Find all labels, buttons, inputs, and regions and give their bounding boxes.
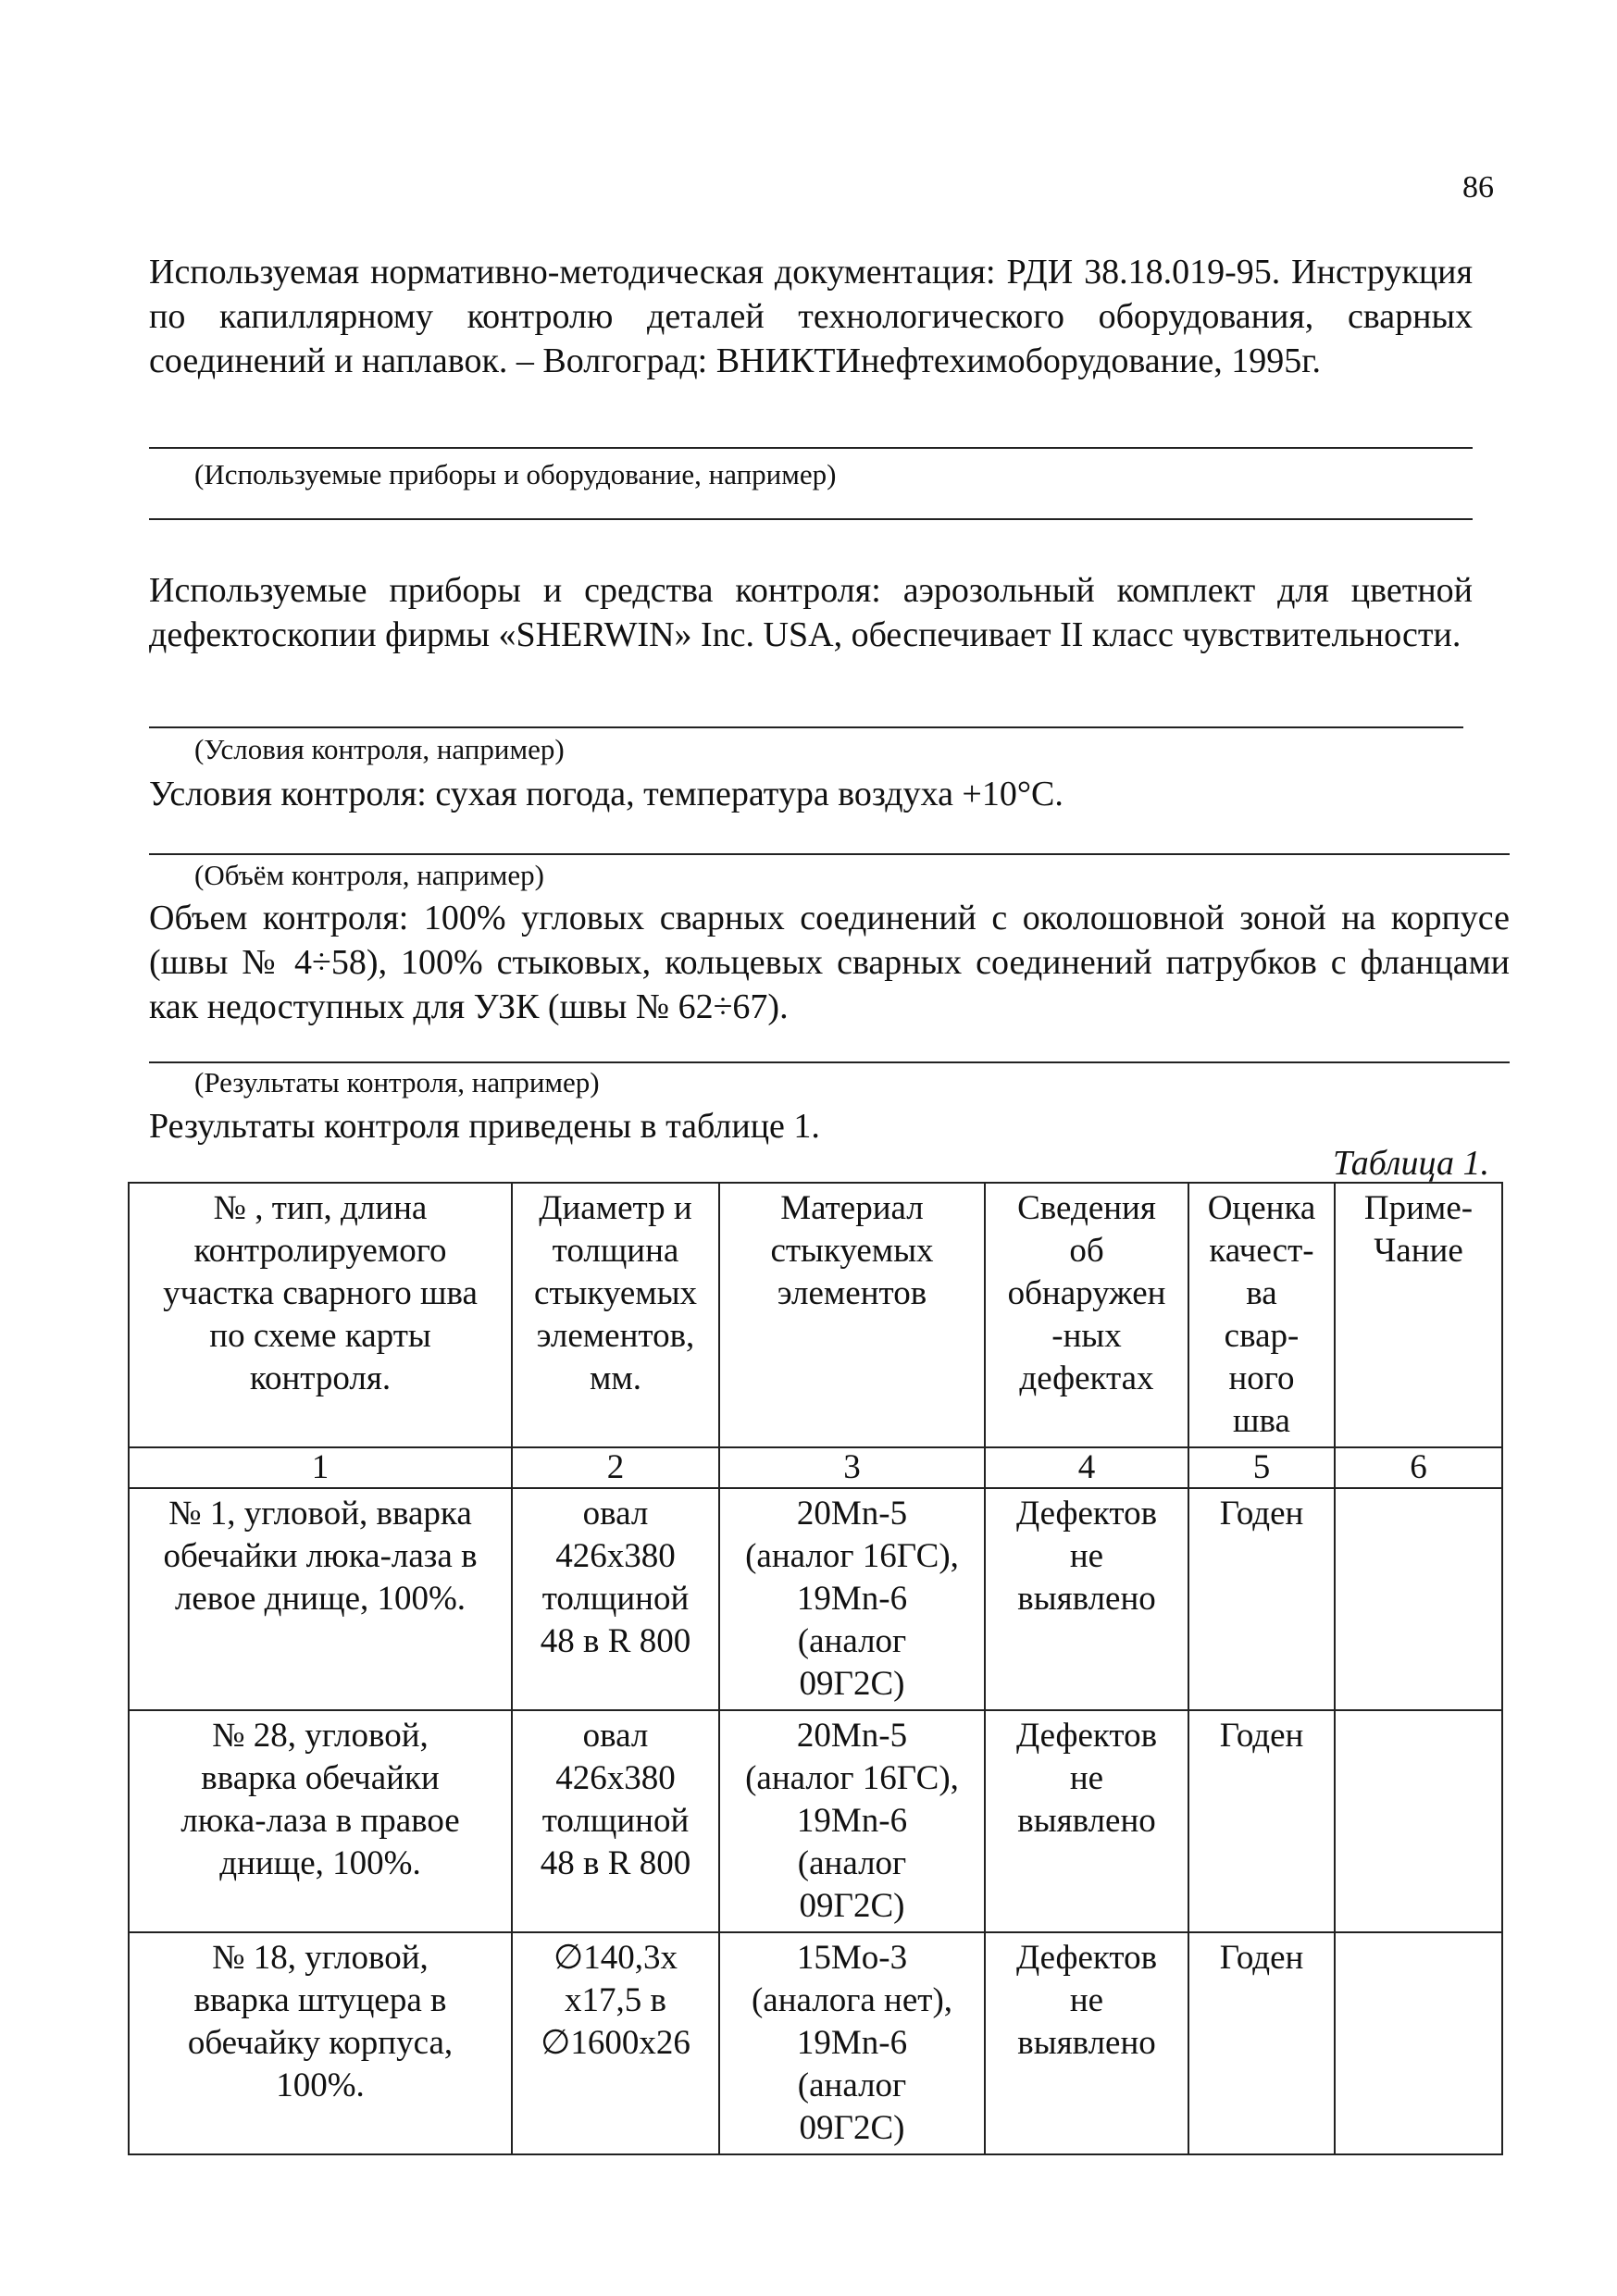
intro-paragraph: Используемая нормативно-методическая документация: РДИ 38.18.019-95. Инструкция по капиллярному контролю деталей технологического оборудования, сварных соединений и наплавок. – Волгоград: ВНИКТИнефтехимоборудование, 1995г.	[149, 253, 1473, 380]
table-cell: Дефектов не выявлено	[985, 1710, 1188, 1932]
header-cell: Материал стыкуемых элементов	[719, 1183, 985, 1447]
table-cell: № 18, угловой, вварка штуцера в обечайку корпуса, 100%.	[129, 1932, 512, 2154]
underline-rule	[149, 447, 1473, 449]
table-cell: овал 426х380 толщиной 48 в R 800	[512, 1710, 719, 1932]
table-cell: 15Mo-3 (аналога нет), 19Mn-6 (аналог 09Г2С)	[719, 1932, 985, 2154]
table-cell: № 1, угловой, вварка обечайки люка-лаза в левое днище, 100%.	[129, 1488, 512, 1710]
table-cell	[1335, 1488, 1502, 1710]
scope-paragraph: Объем контроля: 100% угловых сварных соединений с околошовной зоной на корпусе (швы № 4÷58), 100% стыковых, кольцевых сварных соединений патрубков с фланцами как недоступных для УЗК (швы № 62÷67).	[149, 899, 1510, 1026]
table-cell: № 28, угловой, вварка обечайки люка-лаза в правое днище, 100%.	[129, 1710, 512, 1932]
table-cell	[1335, 1710, 1502, 1932]
table-cell: Годен	[1188, 1488, 1335, 1710]
header-cell: Приме- Чание	[1335, 1183, 1502, 1447]
column-number-cell: 1	[129, 1447, 512, 1488]
table-cell: Годен	[1188, 1932, 1335, 2154]
table-header-row	[129, 1183, 1502, 1447]
table-cell: ∅140,3х х17,5 в ∅1600х26	[512, 1932, 719, 2154]
table-cell: 20Mn-5 (аналог 16ГС), 19Mn-6 (аналог 09Г2С)	[719, 1488, 985, 1710]
table-cell: овал 426х380 толщиной 48 в R 800	[512, 1488, 719, 1710]
header-cell: Сведения об обнаружен -ных дефектах	[985, 1183, 1188, 1447]
conditions-caption: (Условия контроля, например)	[194, 733, 565, 765]
equipment-caption: (Используемые приборы и оборудование, например)	[194, 458, 837, 490]
underline-rule	[149, 853, 1510, 855]
underline-rule	[149, 726, 1463, 728]
results-table	[128, 1182, 1503, 2155]
column-number-cell: 3	[719, 1447, 985, 1488]
table-row	[129, 1710, 1502, 1932]
scope-caption: (Объём контроля, например)	[194, 859, 545, 891]
table-cell: Дефектов не выявлено	[985, 1488, 1188, 1710]
page-number: 86	[1462, 170, 1494, 205]
table-cell: Годен	[1188, 1710, 1335, 1932]
table-cell: 20Mn-5 (аналог 16ГС), 19Mn-6 (аналог 09Г2С)	[719, 1710, 985, 1932]
column-number-cell: 4	[985, 1447, 1188, 1488]
column-number-row	[129, 1447, 1502, 1488]
equipment-paragraph: Используемые приборы и средства контроля: аэрозольный комплект для цветной дефектоскопии фирмы «SHERWIN» Inc. USA, обеспечивает II класс чувствительности.	[149, 571, 1473, 654]
header-cell: Оценка качест- ва свар- ного шва	[1188, 1183, 1335, 1447]
column-number-cell: 6	[1335, 1447, 1502, 1488]
column-number-cell: 5	[1188, 1447, 1335, 1488]
column-number-cell: 2	[512, 1447, 719, 1488]
table-cell	[1335, 1932, 1502, 2154]
table-row	[129, 1932, 1502, 2154]
results-caption: (Результаты контроля, например)	[194, 1066, 600, 1098]
underline-rule	[149, 1061, 1510, 1063]
results-paragraph: Результаты контроля приведены в таблице 1.	[149, 1107, 820, 1146]
table-cell: Дефектов не выявлено	[985, 1932, 1188, 2154]
conditions-paragraph: Условия контроля: сухая погода, температура воздуха +10°С.	[149, 775, 1063, 813]
header-cell: № , тип, длина контролируемого участка сварного шва по схеме карты контроля.	[129, 1183, 512, 1447]
header-cell: Диаметр и толщина стыкуемых элементов, мм.	[512, 1183, 719, 1447]
table-row	[129, 1488, 1502, 1710]
table-title: Таблица 1.	[1333, 1144, 1489, 1183]
underline-rule	[149, 518, 1473, 520]
